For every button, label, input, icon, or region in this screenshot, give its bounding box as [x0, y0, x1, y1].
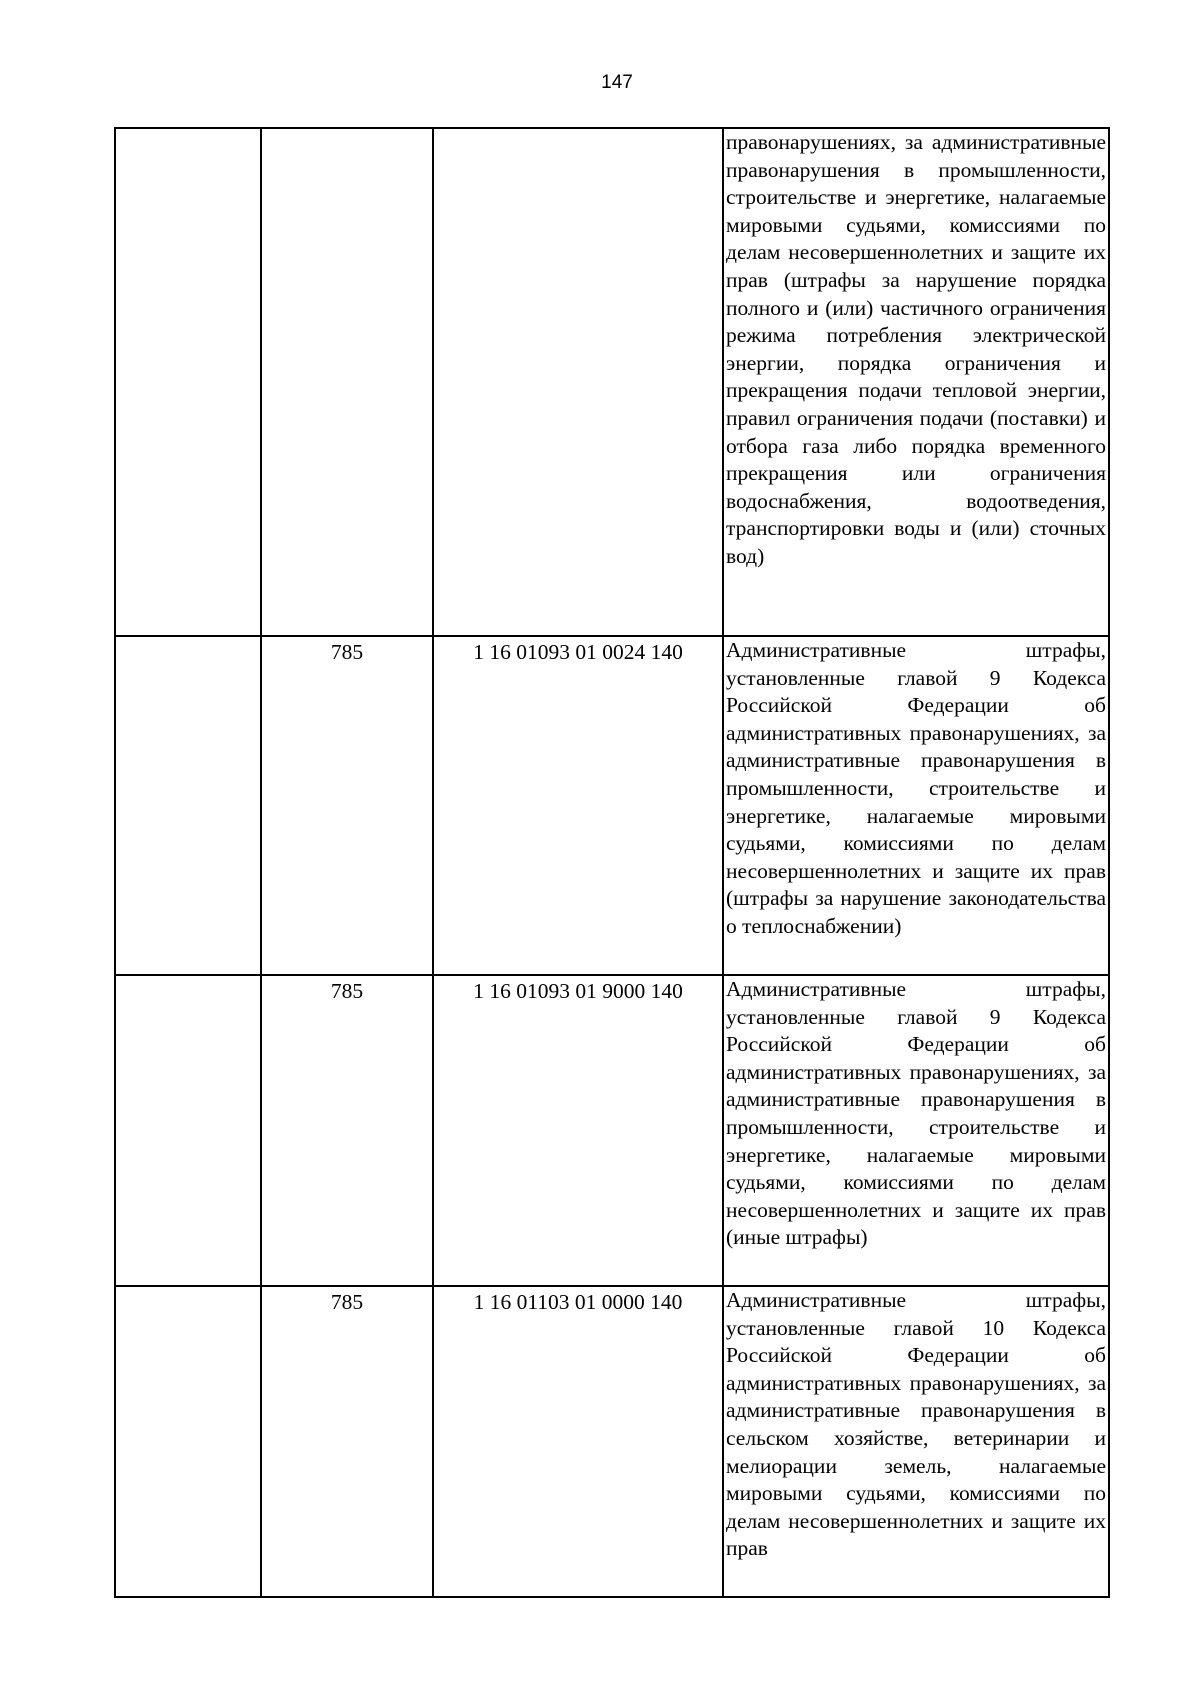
admin-code-cell: 785: [261, 975, 433, 1286]
kbk-code-cell: 1 16 01093 01 9000 140: [433, 975, 723, 1286]
description-cell: [723, 128, 1109, 636]
row-index-cell: [115, 975, 261, 1286]
admin-code-cell: [261, 128, 433, 636]
description-text: Административные штрафы, установленные главой 10 Кодекса Российской Федерации об административных правонарушениях, за административные правонарушения в сельском хозяйстве, ветеринарии и мелиорации земель, налагаемые мировыми судьями, комиссиями по делам несовершеннолетних и защите их прав: [726, 1288, 1106, 1561]
table-row: [115, 1286, 1109, 1597]
row-index-cell: [115, 636, 261, 975]
budget-codes-table: [114, 127, 1110, 1598]
page-number: 147: [601, 72, 633, 93]
table-row: [115, 975, 1109, 1286]
admin-code-cell: 785: [261, 636, 433, 975]
row-index-cell: [115, 128, 261, 636]
description-cell: [723, 636, 1109, 975]
description-cell: [723, 975, 1109, 1286]
row-index-cell: [115, 1286, 261, 1597]
description-cell: [723, 1286, 1109, 1597]
kbk-code-cell: 1 16 01103 01 0000 140: [433, 1286, 723, 1597]
table-row: [115, 128, 1109, 636]
kbk-code-cell: [433, 128, 723, 636]
table-row: [115, 636, 1109, 975]
admin-code-cell: 785: [261, 1286, 433, 1597]
description-text: Административные штрафы, установленные главой 9 Кодекса Российской Федерации об административных правонарушениях, за административные правонарушения в промышленности, строительстве и энергетике, налагаемые мировыми судьями, комиссиями по делам несовершеннолетних и защите их прав (иные штрафы): [726, 977, 1106, 1250]
description-text: Административные штрафы, установленные главой 9 Кодекса Российской Федерации об административных правонарушениях, за административные правонарушения в промышленности, строительстве и энергетике, налагаемые мировыми судьями, комиссиями по делам несовершеннолетних и защите их прав (штрафы за нарушение законодательства о теплоснабжении): [726, 638, 1106, 938]
kbk-code-cell: 1 16 01093 01 0024 140: [433, 636, 723, 975]
description-text: правонарушениях, за административные правонарушения в промышленности, строительстве и энергетике, налагаемые мировыми судьями, комиссиями по делам несовершеннолетних и защите их прав (штрафы за нарушение порядка полного и (или) частичного ограничения режима потребления электрической энергии, порядка ограничения и прекращения подачи тепловой энергии, правил ограничения подачи (поставки) и отбора газа либо порядка временного прекращения или ограничения водоснабжения, водоотведения, транспортировки воды и (или) сточных вод): [726, 130, 1106, 568]
